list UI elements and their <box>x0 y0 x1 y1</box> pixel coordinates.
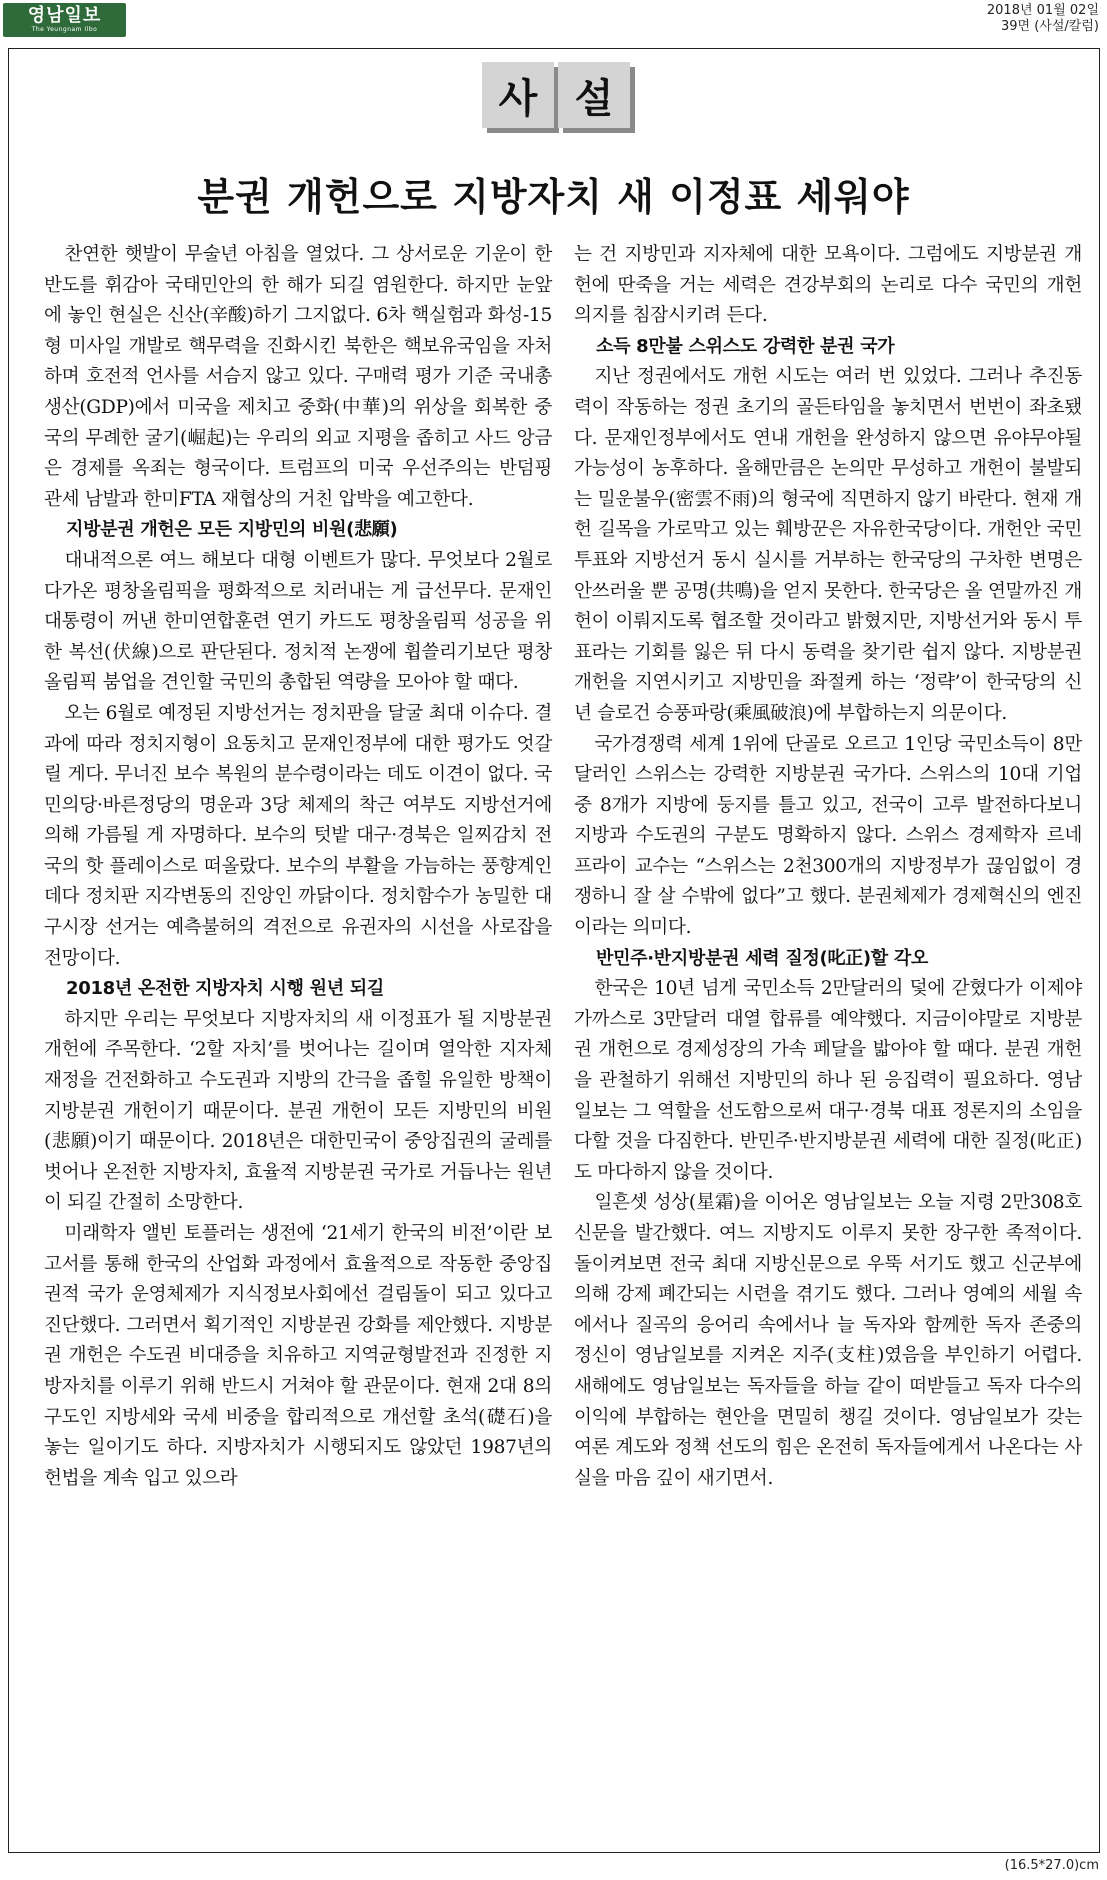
subheading: 소득 8만불 스위스도 강력한 분권 국가 <box>596 335 895 357</box>
paragraph: 일흔셋 성상(星霜)을 이어온 영남일보는 오늘 지령 2만308호 신문을 발간했다. 여느 지방지도 이루지 못한 장구한 족적이다. 돌이켜보면 전국 최대 지방신문으로 우뚝 서기도 했고 신군부에 의해 강제 폐간되는 시련을 겪기도 했다. 그러나 영예의 세월 속에서나 질곡의 응어리 속에서나 늘 독자와 함께한 독자 존중의 정신이 영남일보를 지켜온 지주(支柱)였음을 부인하기 어렵다. 새해에도 영남일보는 독자들을 하늘 같이 떠받들고 독자 다수의 이익에 부합하는 현안을 면밀히 챙길 것이다. 영남일보가 갖는 여론 계도와 정책 선도의 힘은 온전히 독자들에게서 나온다는 사실을 마음 깊이 새기면서. <box>574 1192 1082 1489</box>
paragraph: 는 건 지방민과 지자체에 대한 모욕이다. 그럼에도 지방분권 개헌에 딴죽을 거는 세력은 견강부회의 논리로 다수 국민의 개헌 의지를 침잠시키려 든다. <box>574 244 1082 327</box>
section-badge-char: 설 <box>558 62 630 128</box>
paragraph: 한국은 10년 넘게 국민소득 2만달러의 덫에 갇혔다가 이제야 가까스로 3만달러 대열 합류를 예약했다. 지금이야말로 지방분권 개헌으로 경제성장의 가속 페달을 밟아야 할 때다. 분권 개헌을 관철하기 위해선 지방민의 하나 된 응집력이 필요하다. 영남일보는 그 역할을 선도함으로써 대구·경북 대표 정론지의 소임을 다할 것을 다짐한다. 반민주·반지방분권 세력에 대한 질정(叱正)도 마다하지 않을 것이다. <box>574 978 1082 1183</box>
newspaper-logo <box>3 3 126 37</box>
left-column <box>44 240 552 1494</box>
section-badge <box>482 62 630 128</box>
issue-page: 39면 (사설/칼럼) <box>1001 19 1099 34</box>
paragraph: 찬연한 햇발이 무술년 아침을 열었다. 그 상서로운 기운이 한반도를 휘감아 국태민안의 한 해가 되길 염원한다. 하지만 눈앞에 놓인 현실은 신산(辛酸)하기 그지없다. 6차 핵실험과 화성-15형 미사일 개발로 핵무력을 진화시킨 북한은 핵보유국임을 자처하며 호전적 언사를 서슴지 않고 있다. 구매력 평가 기준 국내총생산(GDP)에서 미국을 제치고 중화(中華)의 위상을 회복한 중국의 무례한 굴기(崛起)는 우리의 외교 지평을 좁히고 사드 앙금은 경제를 옥죄는 형국이다. 트럼프의 미국 우선주의는 반덤핑 관세 남발과 한미FTA 재협상의 거친 압박을 예고한다. <box>44 244 552 510</box>
section-badge-char: 사 <box>482 62 554 128</box>
logo-name: 영남일보 <box>27 5 102 26</box>
editorial-headline: 분권 개헌으로 지방자치 새 이정표 세워야 <box>197 174 910 219</box>
paragraph: 오는 6월로 예정된 지방선거는 정치판을 달굴 최대 이슈다. 결과에 따라 정치지형이 요동치고 문재인정부에 대한 평가도 엇갈릴 게다. 무너진 보수 복원의 분수령이라는 데도 이견이 없다. 국민의당·바른정당의 명운과 3당 체제의 착근 여부도 지방선거에 의해 가름될 게 자명하다. 보수의 텃밭 대구·경북은 일찌감치 전국의 핫 플레이스로 떠올랐다. 보수의 부활을 가늠하는 풍향계인 데다 정치판 지각변동의 진앙인 까닭이다. 정치함수가 농밀한 대구시장 선거는 예측불허의 격전으로 유권자의 시선을 사로잡을 전망이다. <box>44 702 552 969</box>
paragraph: 지난 정권에서도 개헌 시도는 여러 번 있었다. 그러나 추진동력이 작동하는 정권 초기의 골든타임을 놓치면서 번번이 좌초됐다. 문재인정부에서도 연내 개헌을 완성하지 않으면 유야무야될 가능성이 농후하다. 올해만큼은 논의만 무성하고 개헌이 불발되는 밀운불우(密雲不雨)의 형국에 직면하지 않기 바란다. 현재 개헌 길목을 가로막고 있는 훼방꾼은 자유한국당이다. 개헌안 국민투표와 지방선거 동시 실시를 거부하는 한국당의 구차한 변명은 안쓰러울 뿐 공명(共鳴)을 얻지 못한다. 한국당은 올 연말까진 개헌이 이뤄지도록 협조할 것이라고 밝혔지만, 지방선거와 동시 투표라는 기회를 잃은 뒤 다시 동력을 찾기란 쉽지 않다. 지방분권 개헌을 지연시키고 지방민을 좌절케 하는 ‘정략’이 한국당의 신년 슬로건 승풍파랑(乘風破浪)에 부합하는지 의문이다. <box>574 366 1082 724</box>
right-column <box>574 240 1082 1494</box>
logo-subtitle: The Yeungnam Ilbo <box>31 26 98 33</box>
paragraph: 대내적으론 여느 해보다 대형 이벤트가 많다. 무엇보다 2월로 다가온 평창올림픽을 평화적으로 치러내는 게 급선무다. 문재인 대통령이 꺼낸 한미연합훈련 연기 카드도 평창올림픽 성공을 위한 복선(伏線)으로 판단된다. 정치적 논쟁에 휩쓸리기보단 평창올림픽 붐업을 견인할 국민의 총합된 역량을 모아야 할 때다. <box>44 549 552 694</box>
article-size: (16.5*27.0)cm <box>1004 1858 1099 1873</box>
issue-meta <box>987 3 1099 35</box>
subheading: 2018년 온전한 지방자치 시행 원년 되길 <box>66 978 384 1000</box>
paragraph: 하지만 우리는 무엇보다 지방자치의 새 이정표가 될 지방분권 개헌에 주목한다. ‘2할 자치’를 벗어나는 길이며 열악한 지자체 재정을 건전화하고 수도권과 지방의 간극을 좁힐 유일한 방책이 지방분권 개헌이기 때문이다. 분권 개헌이 모든 지방민의 비원(悲願)이기 때문이다. 2018년은 대한민국이 중앙집권의 굴레를 벗어나 온전한 지방자치, 효율적 지방분권 국가로 거듭나는 원년이 되길 간절히 소망한다. <box>44 1008 552 1214</box>
subheading: 지방분권 개헌은 모든 지방민의 비원(悲願) <box>66 519 398 541</box>
paragraph: 미래학자 앨빈 토플러는 생전에 ‘21세기 한국의 비전’이란 보고서를 통해 한국의 산업화 과정에서 효율적으로 작동한 중앙집권적 국가 운영체제가 지식정보사회에선 걸림돌이 되고 있다고 진단했다. 그러면서 획기적인 지방분권 강화를 제안했다. 지방분권 개헌은 수도권 비대증을 치유하고 지역균형발전과 진정한 지방자치를 이루기 위해 반드시 거쳐야 할 관문이다. 현재 2대 8의 구도인 지방세와 국세 비중을 합리적으로 개선할 초석(礎石)을 놓는 일이기도 하다. 지방자치가 시행되지도 않았던 1987년의 헌법을 계속 입고 있으라 <box>44 1223 552 1489</box>
subheading: 반민주·반지방분권 세력 질정(叱正)할 각오 <box>596 947 929 969</box>
paragraph: 국가경쟁력 세계 1위에 단골로 오르고 1인당 국민소득이 8만달러인 스위스는 강력한 지방분권 국가다. 스위스의 10대 기업 중 8개가 지방에 둥지를 틀고 있고, 전국이 고루 발전하다보니 지방과 수도권의 구분도 명확하지 않다. 스위스 경제학자 르네 프라이 교수는 “스위스는 2천300개의 지방정부가 끊임없이 경쟁하니 잘 살 수밖에 없다”고 했다. 분권체제가 경제혁신의 엔진이라는 의미다. <box>574 733 1082 939</box>
issue-date: 2018년 01월 02일 <box>986 3 1099 18</box>
